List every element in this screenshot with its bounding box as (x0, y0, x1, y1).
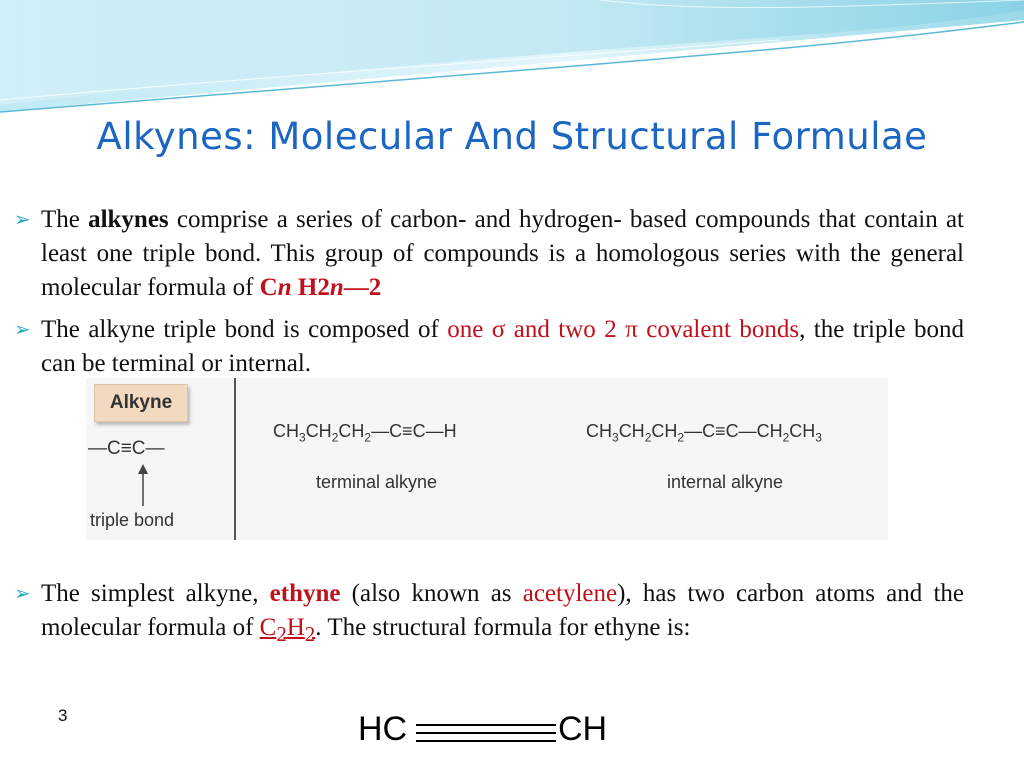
ethyne-structural-formula (358, 706, 618, 758)
page-number: 3 (58, 706, 68, 725)
bullet1-text-1: The (41, 206, 89, 233)
general-triple-bond: —C≡C— (88, 438, 165, 459)
formula-n: n (277, 274, 292, 301)
terminal-alkyne-caption: terminal alkyne (316, 472, 438, 492)
general-formula (260, 274, 382, 301)
term-ethyne: ethyne (269, 580, 341, 607)
bond-composition: one σ and two 2 π covalent bonds (447, 316, 800, 343)
figure-divider (234, 378, 236, 540)
formula-c: C (259, 274, 278, 301)
terminal-alkyne-formula: $CH_3CH_2CH_2—C\equiv C—H$ (273, 421, 457, 445)
term-alkynes: alkynes (88, 206, 169, 233)
up-arrow-icon (136, 464, 150, 506)
triple-bond-line (416, 740, 556, 742)
bullet3-text-2: (also known as (340, 580, 523, 607)
ethyne-left-group: HC (358, 710, 408, 748)
formula-h2: H2 (291, 274, 330, 301)
bullet1-text-2: comprise a series of carbon- and hydrogen- based compounds that contain at least one triple bond. This group of compounds is a homologous series with the general molecular formula of (41, 206, 964, 301)
formula-c-sub: 2 (276, 622, 287, 646)
bullet2-text-2: , the triple bond can be terminal or internal. (41, 316, 964, 377)
formula-h: H (286, 614, 305, 641)
internal-alkyne-formula: $CH_3CH_2CH_2—C\equiv C—CH_2CH_3$ (586, 421, 822, 445)
figure-tag-alkyne: Alkyne (94, 384, 188, 422)
arrow-bullet-icon: ➢ (14, 209, 31, 231)
formula-n2: n (329, 274, 344, 301)
bullet-text (41, 577, 964, 651)
ethyne-right-group: CH (558, 710, 608, 748)
triple-bond-line (416, 732, 556, 734)
arrow-bullet-icon: ➢ (14, 319, 31, 341)
triple-bond-line (416, 724, 556, 726)
internal-alkyne-caption: internal alkyne (667, 472, 784, 492)
bullet-text (41, 313, 964, 381)
bullet3-text-3: ), has two carbon atoms and the molecular formula of (41, 580, 964, 641)
ethyne-molecular-formula (259, 614, 316, 646)
term-acetylene: acetylene (522, 580, 618, 607)
header-wave-decoration (0, 0, 1024, 130)
slide-title: Alkynes: Molecular And Structural Formulae (96, 115, 928, 158)
bullet2-text-1: The alkyne triple bond is composed of (41, 316, 448, 343)
formula-c: C (259, 614, 277, 641)
bullet-ethyne (14, 577, 964, 651)
bullet-text (41, 203, 964, 305)
formula-minus2: —2 (343, 274, 382, 301)
formula-h-sub: 2 (304, 622, 316, 646)
bullet-alkynes-definition (14, 203, 964, 305)
bullet3-text-1: The simplest alkyne, (41, 580, 270, 607)
arrow-bullet-icon: ➢ (14, 583, 31, 605)
triple-bond-label: triple bond (90, 510, 175, 530)
bullet3-text-4: . The structural formula for ethyne is: (315, 614, 691, 641)
bullet-triple-bond (14, 313, 964, 381)
alkyne-figure (86, 378, 888, 540)
